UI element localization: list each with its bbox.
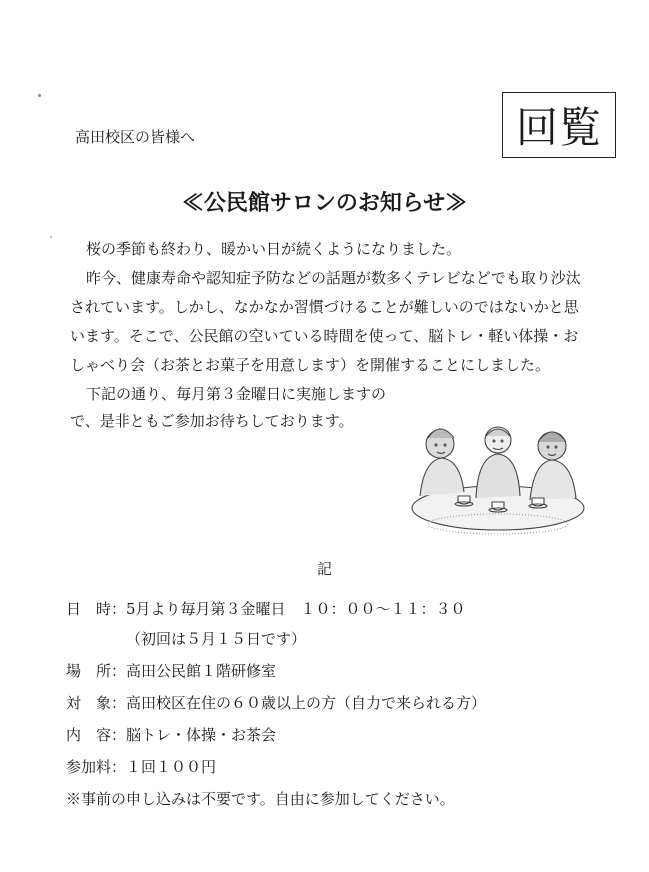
detail-value: 高田公民館１階研修室 <box>126 662 277 680</box>
greeting: 高田校区の皆様へ <box>75 128 196 146</box>
speck <box>38 94 41 97</box>
body-line-6: 下記の通り、毎月第３金曜日に実施しますの <box>86 385 387 403</box>
body-line-1: 桜の季節も終わり、暖かい日が続くようになりました。 <box>86 240 462 258</box>
detail-content <box>66 724 276 745</box>
body-line-2: 昨今、健康寿命や認知症予防などの話題が数多くテレビなどでも取り沙汰 <box>86 269 581 287</box>
detail-label: 場 所： <box>66 662 127 680</box>
detail-fee <box>66 756 216 777</box>
detail-value: 5月より毎月第３金曜日 １０：００～１１：３０ <box>126 600 466 618</box>
notice-title: ≪公民館サロンのお知らせ≫ <box>181 190 468 216</box>
detail-first-session: （初回は５月１５日です） <box>126 630 307 648</box>
circulation-stamp: 回覧 <box>502 92 616 158</box>
detail-target <box>66 692 486 713</box>
body-line-7: で、是非ともご参加お待ちしております。 <box>70 412 354 430</box>
speck <box>50 236 52 238</box>
detail-label: 日 時： <box>66 600 127 618</box>
detail-datetime <box>66 598 466 619</box>
detail-label: 対 象： <box>66 694 127 712</box>
detail-value: １回１００円 <box>126 758 217 776</box>
ki-heading: 記 <box>316 560 332 578</box>
detail-value: 脳トレ・体操・お茶会 <box>126 726 277 744</box>
detail-place <box>66 660 276 681</box>
detail-value: 高田校区在住の６０歳以上の方（自力で来られる方） <box>126 694 487 712</box>
detail-label: 内 容： <box>66 726 127 744</box>
note: ※事前の申し込みは不要です。自由に参加してください。 <box>66 790 455 808</box>
body-line-3: されています。しかし、なかなか習慣づけることが難しいのではないかと思 <box>70 298 579 316</box>
body-line-4: います。そこで、公民館の空いている時間を使って、脳トレ・軽い体操・お <box>70 327 579 345</box>
elderly-tea-party-illustration <box>402 412 588 536</box>
detail-label: 参加料： <box>66 758 127 776</box>
body-line-5: しゃべり会（お茶とお菓子を用意します）を開催することにしました。 <box>70 356 551 374</box>
